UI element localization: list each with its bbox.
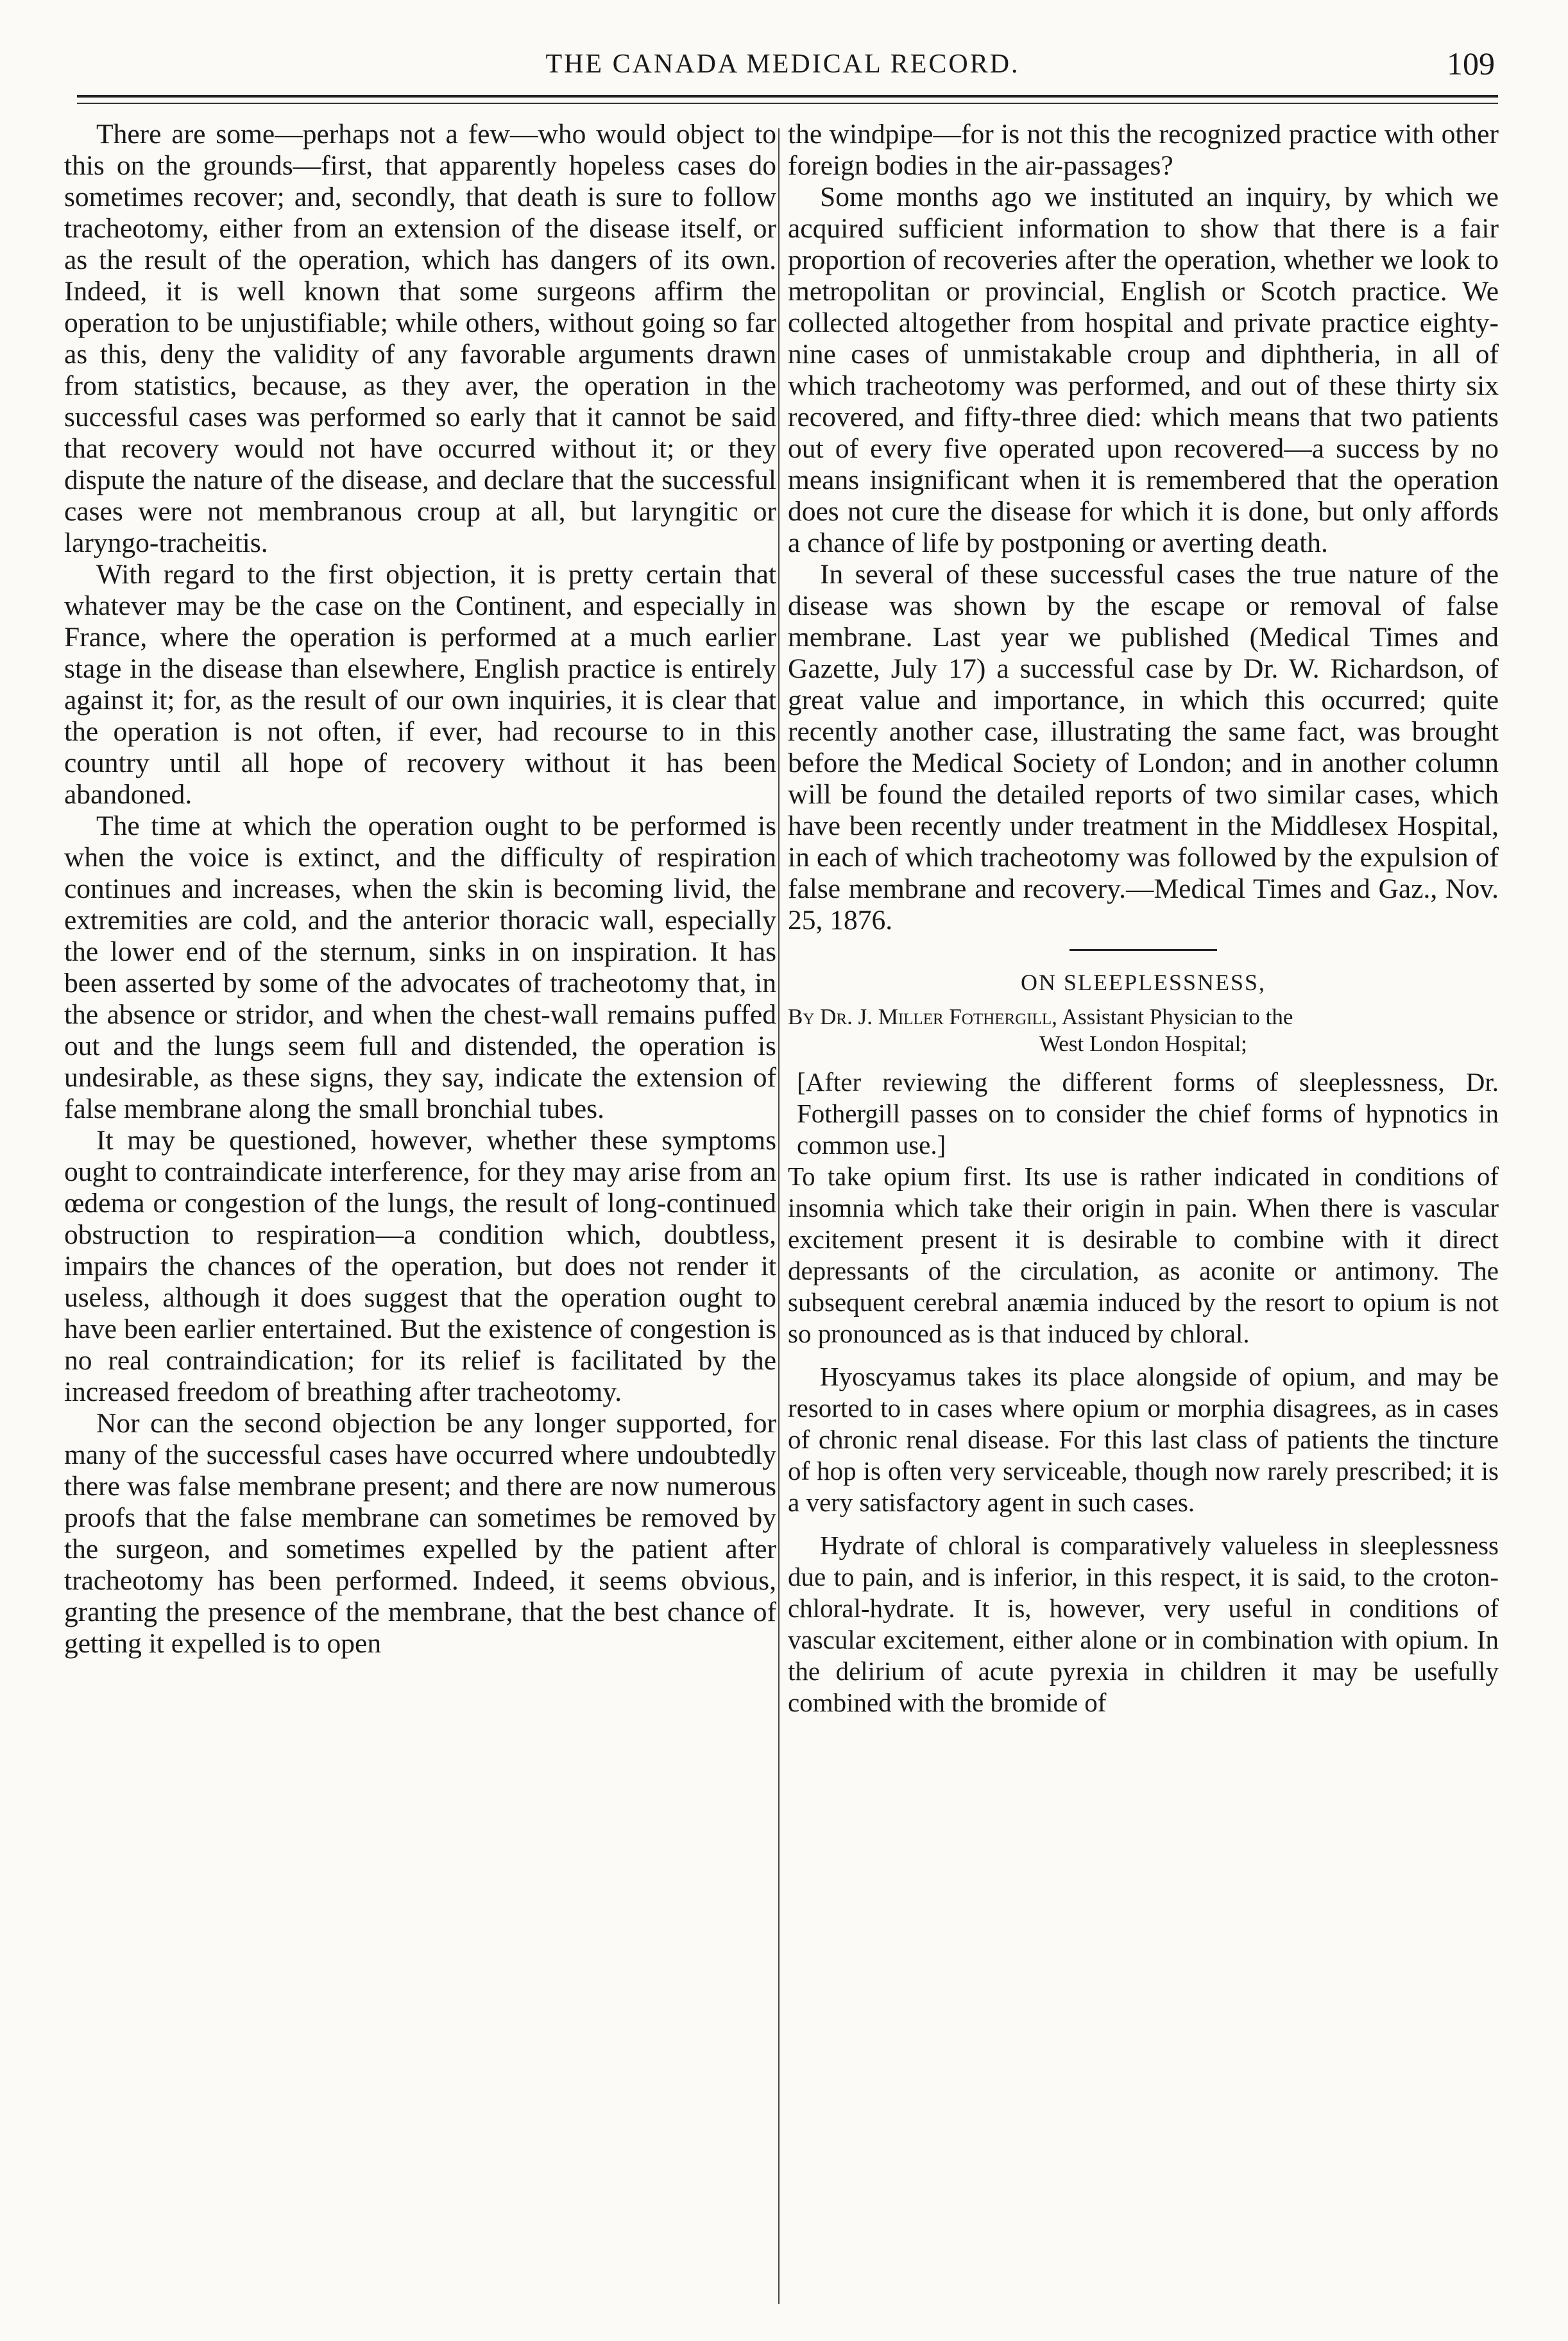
paragraph: With regard to the first objection, it is pretty certain that whatever may be the case on the Continent, and especially in France, where the operation is performed at a much earlier stage in the disease than elsewhere, English practice is entirely against it; for, as the result of our own inquiries, it is clear that the operation is not often, if ever, had recourse to in this country until all hope of recovery without it has been abandoned.	[64, 559, 776, 810]
header-rule-thin	[77, 103, 1498, 104]
paragraph: Hyoscyamus takes its place alongside of opium, and may be resorted to in cases where opium or morphia disagrees, as in cases of chronic renal disease. For this last class of patients the tincture of hop is often very serviceable, though now rarely prescribed; it is a very satisfactory agent in such cases.	[788, 1362, 1499, 1517]
column-divider	[778, 128, 780, 2304]
left-column	[64, 119, 776, 2313]
paragraph: It may be questioned, however, whether these symptoms ought to contraindicate interference, for they may arise from an œdema or congestion of the lungs, the result of long-continued obstruction to respiration—a condition which, doubtless, impairs the chances of the operation, but does not render it useless, although it does suggest that the operation ought to have been earlier entertained. But the existence of congestion is no real contraindication; for its relief is facilitated by the increased freedom of breathing after tracheotomy.	[64, 1125, 776, 1407]
paragraph-continuation: the windpipe—for is not this the recognized practice with other foreign bodies in the air-passages?	[788, 119, 1499, 181]
byline-affiliation-line2: West London Hospital;	[1039, 1031, 1247, 1056]
header-rule-thick	[77, 95, 1498, 98]
paragraph: To take opium first. Its use is rather indicated in conditions of insomnia which take their origin in pain. When there is vascular excitement present it is desirable to combine with it direct depressants of the circulation, as aconite or antimony. The subsequent cerebral anæmia induced by the resort to opium is not so pronounced as is that induced by chloral.	[788, 1162, 1499, 1348]
editorial-note: [After reviewing the different forms of sleeplessness, Dr. Fothergill passes on to consider the chief forms of hypnotics in common use.]	[797, 1067, 1499, 1160]
running-header	[71, 45, 1495, 90]
article-byline	[788, 1004, 1499, 1058]
paragraph: Some months ago we instituted an inquiry, by which we acquired sufficient information to show that there is a fair proportion of recoveries after the operation, whether we look to metropolitan or provincial, English or Scotch practice. We collected altogether from hospital and private practice eighty-nine cases of unmistakable croup and diphtheria, in all of which tracheotomy was performed, and out of these thirty six recovered, and fifty-three died: which means that two patients out of every five operated upon recovered—a success by no means insignificant when it is remembered that the operation does not cure the disease for which it is done, but only affords a chance of life by postponing or averting death.	[788, 182, 1499, 558]
paragraph: There are some—perhaps not a few—who would object to this on the grounds—first, that apparently hopeless cases do sometimes recover; and, secondly, that death is sure to follow tracheotomy, either from an extension of the disease itself, or as the result of the operation, which has dangers of its own. Indeed, it is well known that some surgeons affirm the operation to be unjustifiable; while others, without going so far as this, deny the validity of any favorable arguments drawn from statistics, because, as they aver, the operation in the successful cases was performed so early that it cannot be said that recovery would not have occurred without it; or they dispute the nature of the disease, and declare that the successful cases were not membranous croup at all, but laryngitic or laryngo-tracheitis.	[64, 119, 776, 558]
page-number: 109	[1447, 46, 1495, 81]
paragraph: The time at which the operation ought to be performed is when the voice is extinct, and the difficulty of respiration continues and increases, when the skin is becoming livid, the extremities are cold, and the anterior thoracic wall, especially the lower end of the sternum, sinks in on inspiration. It has been asserted by some of the advocates of tracheotomy that, in the absence or stridor, and when the chest-wall remains puffed out and the lungs seem full and distended, the operation is undesirable, as these signs, they say, indicate the extension of false membrane along the small bronchial tubes.	[64, 810, 776, 1124]
paragraph: Nor can the second objection be any longer supported, for many of the successful cases have occurred where undoubtedly there was false membrane present; and there are now numerous proofs that the false membrane can sometimes be removed by the surgeon, and sometimes expelled by the patient after tracheotomy has been performed. Indeed, it seems obvious, granting the presence of the membrane, that the best chance of getting it expelled is to open	[64, 1408, 776, 1659]
byline-affiliation: Assistant Physician to the	[1061, 1004, 1293, 1029]
article-separator	[1069, 949, 1217, 951]
paragraph: Hydrate of chloral is comparatively valueless in sleeplessness due to pain, and is inferior, in this respect, it is said, to the croton-chloral-hydrate. It is, however, very useful in conditions of vascular excitement, either alone or in combination with opium. In the delirium of acute pyrexia in children it may be usefully combined with the bromide of	[788, 1531, 1499, 1717]
right-column	[788, 119, 1499, 2313]
paragraph: In several of these successful cases the true nature of the disease was shown by the escape or removal of false membrane. Last year we published (Medical Times and Gazette, July 17) a successful case by Dr. W. Richardson, of great value and importance, in which this occurred; quite recently another case, illustrating the same fact, was brought before the Medical Society of London; and in another column will be found the detailed reports of two similar cases, which have been recently under treatment in the Middlesex Hospital, in each of which tracheotomy was followed by the expulsion of false membrane and recovery.—Medical Times and Gaz., Nov. 25, 1876.	[788, 559, 1499, 936]
article-title: ON SLEEPLESSNESS,	[1020, 970, 1266, 995]
byline-author: By Dr. J. Miller Fothergill,	[788, 1004, 1057, 1029]
journal-title: THE CANADA MEDICAL RECORD.	[545, 49, 1020, 79]
